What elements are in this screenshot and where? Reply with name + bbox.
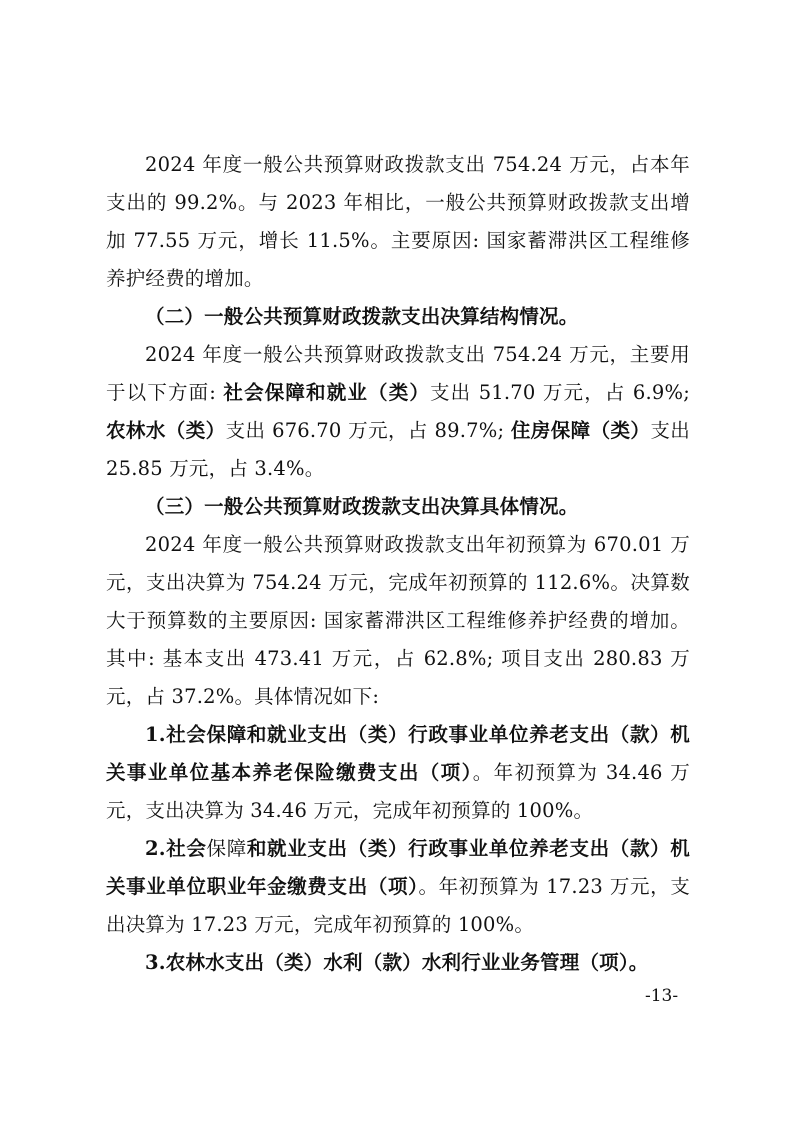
text-run: 。年初预算为 34.46 万元，支出决算为 34.46 万元，完成年初预算的 100%。 (106, 761, 690, 822)
text-run: 住房保障（类） (510, 419, 651, 442)
text-run: 2.社会 (145, 837, 207, 860)
item-3-water-management (106, 944, 690, 982)
text-run: 支出 51.70 万元，占 6.9%; (430, 381, 690, 404)
text-run: 和就业支出（类）行政事业单位养老支出（款）机关事业单位职业年金缴费支出（项） (106, 837, 690, 898)
text-run: 1.社会保障和就业支出（类）行政事业单位养老支出（款）机关事业单位基本养老保险缴费支出（项） (106, 723, 690, 784)
text-run: （二）一般公共预算财政拨款支出决算结构情况。 (145, 305, 579, 328)
page-number: -13- (645, 986, 679, 1006)
text-run: 保障 (206, 837, 247, 860)
text-run: 支出 25.85 万元，占 3.4%。 (106, 419, 690, 480)
paragraph-expenditure-summary (106, 146, 690, 298)
paragraph-details (106, 526, 690, 716)
text-run: 社会保障和就业（类） (223, 381, 431, 404)
item-1-pension-insurance (106, 716, 690, 830)
text-run: 。年初预算为 17.23 万元，支出决算为 17.23 万元，完成年初预算的 100%。 (106, 875, 690, 936)
text-run: 3.农林水支出（类）水利（款）水利行业业务管理（项）。 (145, 951, 649, 974)
item-2-occupational-annuity (106, 830, 690, 944)
text-run: 支出 676.70 万元，占 89.7%; (225, 419, 511, 442)
text-run: （三）一般公共预算财政拨款支出决算具体情况。 (145, 495, 579, 518)
text-run: 2024 年度一般公共预算财政拨款支出 754.24 万元，主要用于以下方面: (106, 343, 690, 404)
heading-structure (106, 298, 690, 336)
text-run: 农林水（类） (106, 419, 226, 442)
paragraph-structure (106, 336, 690, 488)
text-run: 2024 年度一般公共预算财政拨款支出年初预算为 670.01 万元，支出决算为 754.24 万元，完成年初预算的 112.6%。决算数大于预算数的主要原因: 国家蓄滞洪区工程维修养护经费的增加。其中: 基本支出 473.41 万元，占 62.8%; 项目支出 280.83 万元，占 37.2%。具体情况如下: (106, 533, 690, 708)
text-run: 2024 年度一般公共预算财政拨款支出 754.24 万元，占本年支出的 99.2%。与 2023 年相比，一般公共预算财政拨款支出增加 77.55 万元，增长 11.5%。主要原因: 国家蓄滞洪区工程维修养护经费的增加。 (106, 153, 690, 290)
heading-details (106, 488, 690, 526)
